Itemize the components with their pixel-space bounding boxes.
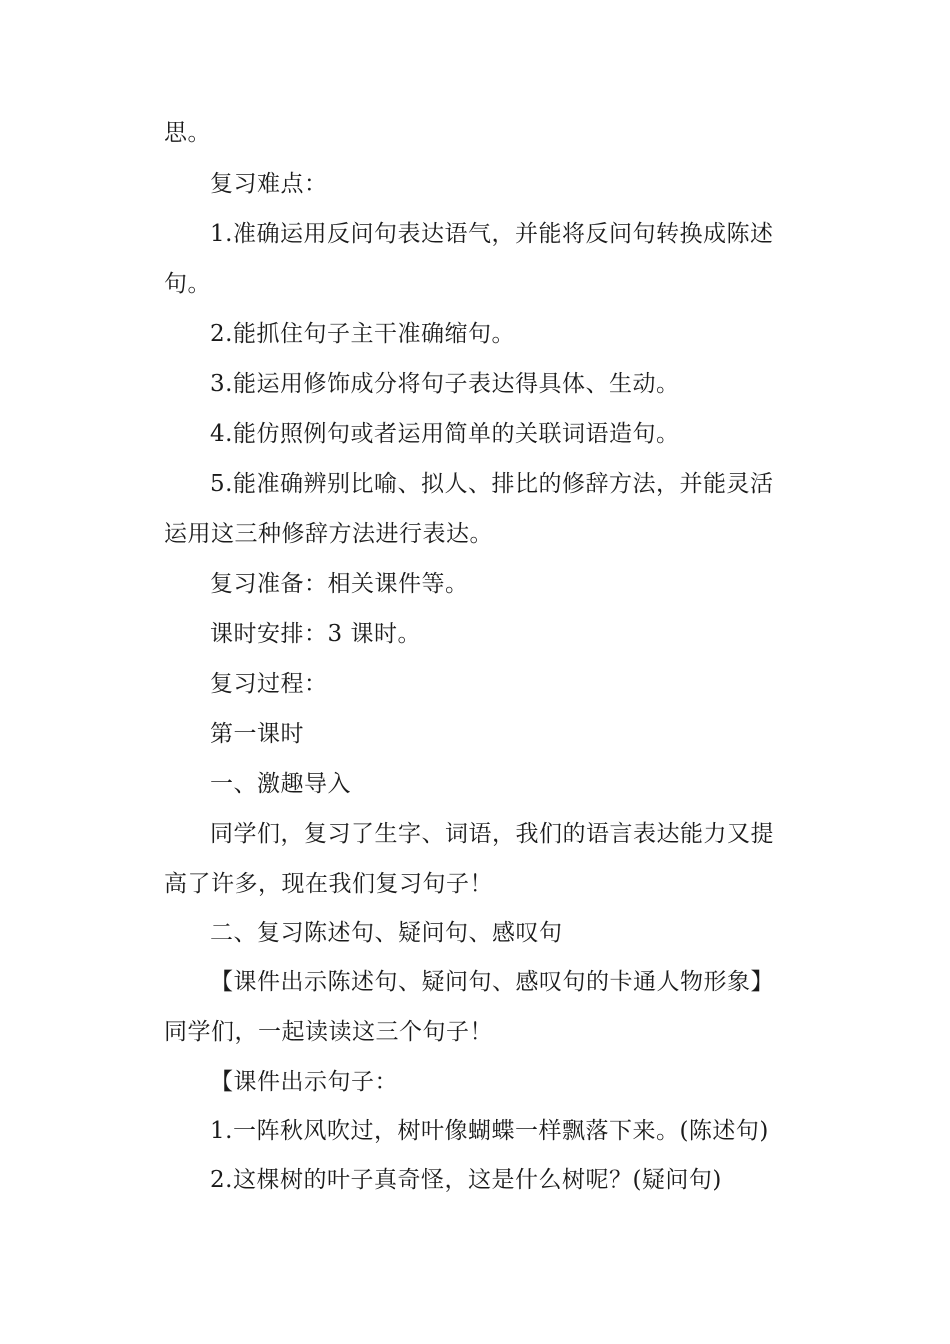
text-line: 2.能抓住句子主干准确缩句。 (210, 321, 515, 347)
text-line: 复习过程： (210, 671, 328, 697)
text-line: 第一课时 (210, 721, 304, 747)
text-line: 【课件出示句子： (210, 1069, 398, 1095)
text-line: 5.能准确辨别比喻、拟人、排比的修辞方法，并能灵活 (210, 471, 774, 497)
text-line: 同学们，一起读读这三个句子！ (164, 1019, 493, 1045)
text-line: 1.准确运用反问句表达语气，并能将反问句转换成陈述 (210, 221, 774, 247)
text-line: 思。 (164, 120, 211, 146)
text-line: 运用这三种修辞方法进行表达。 (164, 521, 493, 547)
text-line: 同学们，复习了生字、词语，我们的语言表达能力又提 (210, 821, 774, 847)
text-line: 复习难点： (210, 171, 328, 197)
text-line: 3.能运用修饰成分将句子表达得具体、生动。 (210, 371, 680, 397)
text-line: 课时安排：3 课时。 (210, 621, 421, 647)
text-line: 高了许多，现在我们复习句子！ (164, 871, 493, 897)
text-line: 复习准备：相关课件等。 (210, 571, 469, 597)
text-line: 二、复习陈述句、疑问句、感叹句 (210, 920, 563, 946)
text-line: 2.这棵树的叶子真奇怪，这是什么树呢？(疑问句) (210, 1167, 722, 1193)
text-line: 【课件出示陈述句、疑问句、感叹句的卡通人物形象】 (210, 969, 774, 995)
text-line: 4.能仿照例句或者运用简单的关联词语造句。 (210, 421, 680, 447)
text-line: 一、激趣导入 (210, 771, 351, 797)
text-line: 句。 (164, 271, 211, 297)
text-line: 1.一阵秋风吹过，树叶像蝴蝶一样飘落下来。(陈述句) (210, 1118, 769, 1144)
